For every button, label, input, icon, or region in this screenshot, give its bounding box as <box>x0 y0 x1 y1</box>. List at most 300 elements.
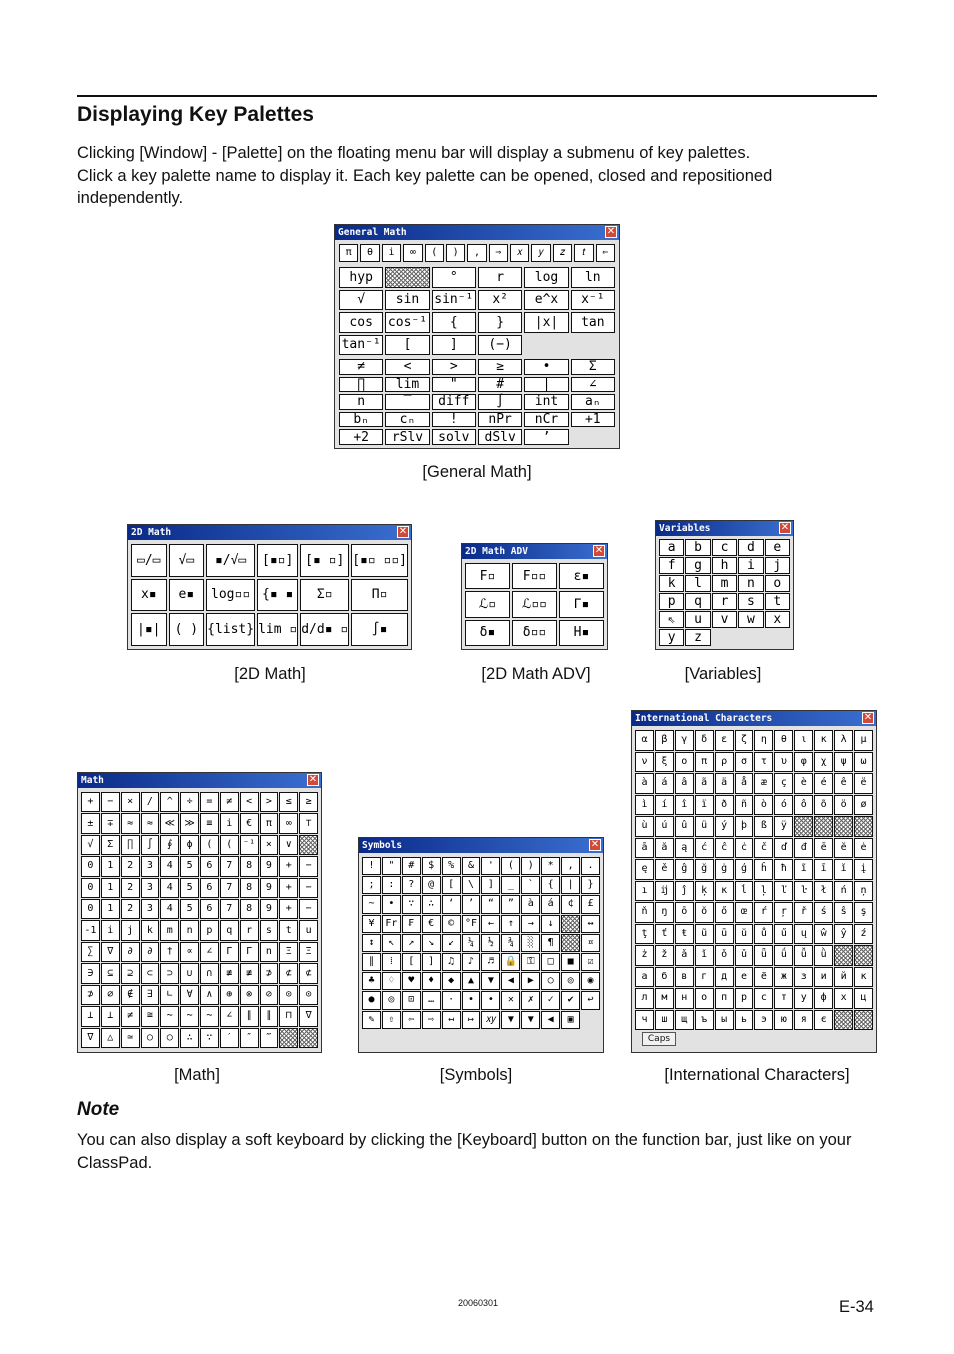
symbols-key[interactable]: ’ <box>462 895 481 913</box>
intl-key[interactable]: ň <box>635 902 654 923</box>
math-key[interactable]: ∼ <box>160 1006 179 1026</box>
close-icon[interactable]: ✕ <box>863 712 873 723</box>
intl-key[interactable]: ņ <box>854 881 873 902</box>
symbols-key[interactable]: ▼ <box>501 1011 520 1029</box>
general-math-key[interactable]: ∠ <box>571 377 615 393</box>
close-icon[interactable]: ✕ <box>590 839 600 850</box>
math-key[interactable]: 9 <box>260 878 279 898</box>
variables-key[interactable]: w <box>738 611 763 628</box>
intl-key[interactable]: х <box>834 988 853 1009</box>
general-math-key[interactable]: nPr <box>478 412 522 428</box>
general-math-key[interactable]: cₙ <box>385 412 429 428</box>
symbols-key[interactable]: ( <box>501 857 520 875</box>
intl-key[interactable]: œ <box>735 902 754 923</box>
intl-key[interactable]: ĺ <box>735 881 754 902</box>
general-math-key[interactable]: +2 <box>339 429 383 445</box>
math-key[interactable]: k <box>141 920 160 940</box>
symbols-key[interactable]: ⇦ <box>402 1011 421 1029</box>
symbols-key[interactable]: ? <box>402 876 421 894</box>
math-key[interactable]: ⊤ <box>299 813 318 833</box>
intl-key[interactable]: ι <box>794 730 813 751</box>
math-key[interactable]: n <box>180 920 199 940</box>
math-key[interactable]: 8 <box>240 899 259 919</box>
intl-key[interactable]: э <box>754 1010 773 1031</box>
intl-key[interactable]: ĭ <box>834 859 853 880</box>
symbols-key[interactable] <box>561 934 580 952</box>
math-key[interactable]: + <box>81 792 100 812</box>
math-key[interactable]: − <box>299 899 318 919</box>
intl-key[interactable]: и <box>814 967 833 988</box>
symbols-key[interactable]: @ <box>422 876 441 894</box>
math-titlebar[interactable] <box>78 773 321 788</box>
intl-key[interactable]: ю <box>774 1010 793 1031</box>
symbols-key[interactable]: } <box>581 876 600 894</box>
intl-key[interactable]: í <box>655 795 674 816</box>
math2d-adv-key[interactable]: H▪ <box>559 620 604 646</box>
general-math-titlebar[interactable] <box>335 225 619 240</box>
general-math-key[interactable]: e^x <box>524 290 568 311</box>
math-key[interactable]: ≤ <box>279 792 298 812</box>
math-key[interactable]: € <box>240 813 259 833</box>
symbols-key[interactable]: ↙ <box>442 934 461 952</box>
variables-key[interactable]: f <box>659 557 684 574</box>
intl-key[interactable]: ý <box>715 816 734 837</box>
intl-key[interactable]: ч <box>635 1010 654 1031</box>
math2d-key[interactable]: d/d▪ ▫ <box>300 613 349 646</box>
math-key[interactable]: / <box>141 792 160 812</box>
math-key[interactable]: ∇ <box>101 942 120 962</box>
math2d-key[interactable]: |▪| <box>131 613 167 646</box>
symbols-key[interactable]: £ <box>581 895 600 913</box>
intl-key[interactable]: ο <box>675 752 694 773</box>
intl-palette[interactable] <box>631 710 877 1053</box>
math-key[interactable]: ⊅ <box>260 963 279 983</box>
general-math-key[interactable]: • <box>524 359 568 375</box>
general-math-key[interactable]: > <box>432 359 476 375</box>
general-math-key[interactable]: ≥ <box>478 359 522 375</box>
symbols-titlebar[interactable] <box>359 838 603 853</box>
intl-key[interactable]: ż <box>635 945 654 966</box>
symbols-key[interactable]: ✔ <box>561 991 580 1009</box>
symbols-key[interactable]: ) <box>521 857 540 875</box>
math-key[interactable]: ∥ <box>260 1006 279 1026</box>
math-key[interactable]: 8 <box>240 856 259 876</box>
math-key[interactable]: ∂ <box>121 942 140 962</box>
intl-key[interactable]: ж <box>774 967 793 988</box>
math2d-key[interactable]: [▪▫] <box>257 544 298 577</box>
math-key[interactable]: ∵ <box>200 1028 219 1048</box>
variables-key[interactable]: i <box>738 557 763 574</box>
math-key[interactable]: 1 <box>101 878 120 898</box>
math-key[interactable]: 3 <box>141 878 160 898</box>
math-key[interactable]: Ξ <box>279 942 298 962</box>
symbols-key[interactable]: □ <box>541 953 560 971</box>
math-key[interactable]: ϕ <box>180 835 199 855</box>
symbols-key[interactable]: ↤ <box>442 1011 461 1029</box>
close-icon[interactable]: ✕ <box>308 774 318 785</box>
intl-key[interactable]: ā <box>635 838 654 859</box>
general-math-key[interactable]: ∏ <box>339 377 383 393</box>
intl-key[interactable]: ĕ <box>834 838 853 859</box>
general-math-key[interactable]: 𝑦 <box>531 244 550 262</box>
math-key[interactable]: j <box>121 920 140 940</box>
math-key[interactable]: ≃ <box>121 1028 140 1048</box>
math-key[interactable]: √ <box>81 835 100 855</box>
symbols-key[interactable]: ¥ <box>362 915 381 933</box>
math2d-key[interactable]: Π▫ <box>351 579 408 612</box>
math2d-adv-key[interactable]: δ▪ <box>465 620 510 646</box>
general-math-key[interactable]: cos <box>339 312 383 333</box>
intl-key[interactable]: ģ <box>735 859 754 880</box>
math-key[interactable]: ⊄ <box>279 963 298 983</box>
symbols-key[interactable]: ◆ <box>442 972 461 990</box>
general-math-key[interactable]: ] <box>432 335 476 356</box>
general-math-key[interactable]: ⇐ <box>596 244 615 262</box>
math-key[interactable]: ⊅ <box>81 985 100 1005</box>
intl-key[interactable]: ĥ <box>754 859 773 880</box>
math2d-titlebar[interactable] <box>128 525 411 540</box>
intl-key[interactable]: ť <box>655 924 674 945</box>
intl-key[interactable]: ì <box>635 795 654 816</box>
math-key[interactable]: s <box>260 920 279 940</box>
general-math-key[interactable]: log <box>524 267 568 288</box>
variables-key[interactable]: o <box>765 575 790 592</box>
general-math-key[interactable]: 𝑧 <box>553 244 572 262</box>
symbols-key[interactable]: à <box>521 895 540 913</box>
intl-key[interactable]: ķ <box>695 881 714 902</box>
intl-key[interactable]: є <box>814 1010 833 1031</box>
variables-key[interactable]: k <box>659 575 684 592</box>
math-key[interactable]: ∟ <box>160 985 179 1005</box>
symbols-key[interactable]: ∵ <box>402 895 421 913</box>
intl-key[interactable]: ô <box>794 795 813 816</box>
symbols-key[interactable]: ¾ <box>501 934 520 952</box>
math-key[interactable]: ∪ <box>180 963 199 983</box>
math2d-adv-key[interactable]: F▫ <box>465 563 510 589</box>
math-key[interactable]: ∧ <box>200 985 219 1005</box>
symbols-key[interactable]: Fr <box>382 915 401 933</box>
math-key[interactable]: + <box>279 899 298 919</box>
math-key[interactable]: ∥ <box>240 1006 259 1026</box>
math-key[interactable] <box>279 1028 298 1048</box>
variables-key[interactable]: m <box>712 575 737 592</box>
math-key[interactable]: ″ <box>240 1028 259 1048</box>
math-key[interactable]: r <box>240 920 259 940</box>
symbols-key[interactable]: ↩ <box>581 991 600 1009</box>
general-math-key[interactable]: diff <box>432 394 476 410</box>
symbols-key[interactable]: ♥ <box>402 972 421 990</box>
symbols-key[interactable]: ◎ <box>382 991 401 1009</box>
symbols-key[interactable]: . <box>581 857 600 875</box>
math-key[interactable]: ⊗ <box>240 985 259 1005</box>
intl-key[interactable]: ċ <box>735 838 754 859</box>
symbols-key[interactable]: ♣ <box>362 972 381 990</box>
intl-key[interactable] <box>854 816 873 837</box>
intl-key[interactable]: ē <box>814 838 833 859</box>
intl-key[interactable]: â <box>675 773 694 794</box>
general-math-key[interactable]: ∞ <box>403 244 422 262</box>
general-math-key[interactable] <box>385 267 429 288</box>
intl-key[interactable]: а <box>635 967 654 988</box>
general-math-key[interactable]: sin <box>385 290 429 311</box>
intl-key[interactable]: υ <box>774 752 793 773</box>
symbols-key[interactable]: ◉ <box>581 972 600 990</box>
math-key[interactable]: ‴ <box>260 1028 279 1048</box>
math-key[interactable]: 8 <box>240 878 259 898</box>
intl-key[interactable]: з <box>794 967 813 988</box>
general-math-key[interactable]: [ <box>385 335 429 356</box>
math-key[interactable]: ∝ <box>180 942 199 962</box>
math-key[interactable]: ⊇ <box>121 963 140 983</box>
intl-key[interactable]: ê <box>834 773 853 794</box>
variables-key[interactable]: ⇖ <box>659 611 684 628</box>
intl-key[interactable]: ę <box>635 859 654 880</box>
variables-key[interactable]: v <box>712 611 737 628</box>
math-key[interactable]: ÷ <box>180 792 199 812</box>
math-key[interactable]: 6 <box>200 899 219 919</box>
math-key[interactable]: ⊆ <box>101 963 120 983</box>
math-key[interactable]: 0 <box>81 899 100 919</box>
intl-key[interactable]: é <box>814 773 833 794</box>
math2d-key[interactable]: Σ▫ <box>300 579 349 612</box>
intl-key[interactable]: û <box>675 816 694 837</box>
math-key[interactable]: t <box>279 920 298 940</box>
intl-key[interactable]: п <box>715 988 734 1009</box>
math-key[interactable]: 4 <box>160 856 179 876</box>
intl-key[interactable]: ŷ <box>834 924 853 945</box>
intl-key[interactable]: к <box>854 967 873 988</box>
general-math-key[interactable]: +1 <box>571 412 615 428</box>
general-math-key[interactable]: 𝑡 <box>574 244 593 262</box>
symbols-key[interactable]: ¤ <box>581 934 600 952</box>
general-math-key[interactable]: ! <box>432 412 476 428</box>
symbols-key[interactable]: # <box>402 857 421 875</box>
symbols-key[interactable]: ↕ <box>362 934 381 952</box>
general-math-key[interactable]: dSlv <box>478 429 522 445</box>
intl-titlebar[interactable] <box>632 711 876 726</box>
intl-key[interactable]: ž <box>655 945 674 966</box>
math2d-key[interactable]: ▪/√▭ <box>206 544 255 577</box>
math2d-adv-key[interactable]: ℒ▫▫ <box>512 591 557 617</box>
general-math-key[interactable]: cos⁻¹ <box>385 312 429 333</box>
general-math-key[interactable]: tan <box>571 312 615 333</box>
intl-key[interactable]: ñ <box>735 795 754 816</box>
math-key[interactable]: ∉ <box>121 985 140 1005</box>
general-math-key[interactable]: |x| <box>524 312 568 333</box>
intl-key[interactable]: ğ <box>695 859 714 880</box>
math-key[interactable]: 5 <box>180 856 199 876</box>
math2d-key[interactable]: ▭/▭ <box>131 544 167 577</box>
general-math-key[interactable]: { <box>432 312 476 333</box>
math-key[interactable]: = <box>200 792 219 812</box>
math-key[interactable]: ≈ <box>141 813 160 833</box>
math-key[interactable]: − <box>299 856 318 876</box>
intl-key[interactable]: ł <box>814 881 833 902</box>
math-key[interactable]: ∠ <box>200 942 219 962</box>
intl-key[interactable]: ń <box>834 881 853 902</box>
math-key[interactable]: 7 <box>220 899 239 919</box>
math-key[interactable]: ∴ <box>180 1028 199 1048</box>
symbols-key[interactable]: © <box>442 915 461 933</box>
intl-key[interactable]: ÿ <box>774 816 793 837</box>
symbols-key[interactable]: , <box>561 857 580 875</box>
symbols-key[interactable]: ∴ <box>422 895 441 913</box>
variables-key[interactable]: a <box>659 539 684 556</box>
math-key[interactable]: 0 <box>81 878 100 898</box>
symbols-key[interactable]: ~ <box>362 895 381 913</box>
general-math-key[interactable]: hyp <box>339 267 383 288</box>
intl-key[interactable]: ä <box>715 773 734 794</box>
symbols-key[interactable]: ● <box>362 991 381 1009</box>
math-key[interactable]: ∼ <box>200 1006 219 1026</box>
intl-key[interactable]: ь <box>735 1010 754 1031</box>
intl-key[interactable]: ĵ <box>675 881 694 902</box>
intl-key[interactable]: г <box>695 967 714 988</box>
intl-key[interactable]: ũ <box>695 924 714 945</box>
general-math-key[interactable]: ( <box>425 244 444 262</box>
intl-key[interactable]: ν <box>635 752 654 773</box>
intl-key[interactable]: ř <box>794 902 813 923</box>
intl-key[interactable]: д <box>715 967 734 988</box>
symbols-key[interactable]: ◎ <box>561 972 580 990</box>
symbols-key[interactable]: • <box>481 991 500 1009</box>
intl-key[interactable]: ė <box>854 838 873 859</box>
math-key[interactable]: 5 <box>180 899 199 919</box>
general-math-key[interactable]: ‾ <box>385 394 429 410</box>
math-key[interactable]: 9 <box>260 856 279 876</box>
intl-key[interactable]: ů <box>754 924 773 945</box>
intl-key[interactable]: ö <box>834 795 853 816</box>
math-key[interactable]: ⊃ <box>160 963 179 983</box>
math2d-key[interactable]: x▪ <box>131 579 167 612</box>
symbols-key[interactable]: ¢ <box>561 895 580 913</box>
variables-key[interactable]: l <box>685 575 710 592</box>
intl-key[interactable]: σ <box>735 752 754 773</box>
intl-key[interactable]: ǐ <box>695 945 714 966</box>
intl-key[interactable] <box>794 816 813 837</box>
math-key[interactable]: ≡ <box>200 813 219 833</box>
general-math-key[interactable]: } <box>478 312 522 333</box>
math-palette[interactable] <box>77 772 322 1053</box>
variables-key[interactable]: g <box>685 557 710 574</box>
intl-key[interactable]: į <box>854 859 873 880</box>
symbols-key[interactable]: → <box>521 915 540 933</box>
intl-key[interactable]: î <box>675 795 694 816</box>
math-key[interactable]: 6 <box>200 856 219 876</box>
intl-key[interactable]: ŋ <box>655 902 674 923</box>
variables-key[interactable]: z <box>685 629 710 646</box>
math-key[interactable]: ∫ <box>141 835 160 855</box>
intl-key[interactable]: о <box>695 988 714 1009</box>
intl-key[interactable]: ø <box>854 795 873 816</box>
intl-key[interactable]: р <box>735 988 754 1009</box>
math-key[interactable]: ⊘ <box>260 985 279 1005</box>
variables-key[interactable]: n <box>738 575 763 592</box>
variables-key[interactable]: h <box>712 557 737 574</box>
general-math-key[interactable]: i <box>382 244 401 262</box>
intl-key[interactable]: ǘ <box>774 945 793 966</box>
intl-key[interactable]: à <box>635 773 654 794</box>
intl-key[interactable]: ĩ <box>794 859 813 880</box>
intl-key[interactable]: ǔ <box>735 945 754 966</box>
intl-key[interactable]: ġ <box>715 859 734 880</box>
intl-key[interactable]: ω <box>854 752 873 773</box>
intl-key[interactable]: ś <box>814 902 833 923</box>
intl-key[interactable]: μ <box>854 730 873 751</box>
symbols-key[interactable]: " <box>382 857 401 875</box>
symbols-key[interactable]: ✓ <box>541 991 560 1009</box>
symbols-key[interactable]: _ <box>501 876 520 894</box>
intl-key[interactable]: с <box>754 988 773 1009</box>
intl-key[interactable]: й <box>834 967 853 988</box>
intl-key[interactable]: ŏ <box>695 902 714 923</box>
symbols-key[interactable]: ◀ <box>501 972 520 990</box>
intl-key[interactable]: ǒ <box>715 945 734 966</box>
intl-key[interactable]: φ <box>794 752 813 773</box>
math-key[interactable]: ≥ <box>299 792 318 812</box>
math2d-adv-titlebar[interactable] <box>462 544 607 559</box>
math-key[interactable]: ∨ <box>279 835 298 855</box>
math-key[interactable]: 1 <box>101 899 120 919</box>
intl-key[interactable]: ǖ <box>754 945 773 966</box>
variables-key[interactable]: u <box>685 611 710 628</box>
math2d-adv-palette[interactable] <box>461 543 608 650</box>
math2d-adv-key[interactable]: ℒ▫ <box>465 591 510 617</box>
symbols-key[interactable]: ↗ <box>402 934 421 952</box>
math-key[interactable]: + <box>279 856 298 876</box>
intl-key[interactable]: á <box>655 773 674 794</box>
symbols-key[interactable]: ♢ <box>382 972 401 990</box>
intl-key[interactable]: ĸ <box>715 881 734 902</box>
math-key[interactable]: π <box>260 813 279 833</box>
math-key[interactable]: ≢ <box>240 963 259 983</box>
variables-key[interactable]: r <box>712 593 737 610</box>
symbols-key[interactable]: ¶ <box>541 934 560 952</box>
intl-key[interactable]: ŧ <box>675 924 694 945</box>
math2d-key[interactable]: √▭ <box>169 544 205 577</box>
symbols-key[interactable]: ↘ <box>422 934 441 952</box>
math-key[interactable]: ∮ <box>160 835 179 855</box>
intl-key[interactable]: ŀ <box>794 881 813 902</box>
variables-titlebar[interactable] <box>656 521 793 536</box>
symbols-key[interactable]: ♬ <box>481 953 500 971</box>
intl-key[interactable]: ć <box>695 838 714 859</box>
intl-key[interactable]: ď <box>774 838 793 859</box>
intl-key[interactable]: γ <box>675 730 694 751</box>
intl-key[interactable]: ë <box>854 773 873 794</box>
intl-key[interactable]: щ <box>675 1010 694 1031</box>
symbols-key[interactable]: [ <box>402 953 421 971</box>
math-key[interactable]: ⊓ <box>279 1006 298 1026</box>
symbols-key[interactable]: ♪ <box>462 953 481 971</box>
symbols-key[interactable]: ▼ <box>481 972 500 990</box>
intl-key[interactable]: ш <box>655 1010 674 1031</box>
symbols-key[interactable]: ⇧ <box>382 1011 401 1029</box>
symbols-key[interactable]: [ <box>442 876 461 894</box>
intl-key[interactable] <box>834 945 853 966</box>
general-math-key[interactable]: Σ <box>571 359 615 375</box>
symbols-key[interactable]: ☑ <box>581 953 600 971</box>
variables-key[interactable]: p <box>659 593 684 610</box>
symbols-key[interactable]: ↓ <box>541 915 560 933</box>
symbols-key[interactable]: $ <box>422 857 441 875</box>
intl-key[interactable]: ş <box>854 902 873 923</box>
intl-key[interactable]: ё <box>754 967 773 988</box>
intl-key[interactable]: ō <box>675 902 694 923</box>
math2d-key[interactable]: [▪ ▫] <box>300 544 349 577</box>
symbols-key[interactable]: ░ <box>521 934 540 952</box>
math-key[interactable]: ∼ <box>180 1006 199 1026</box>
